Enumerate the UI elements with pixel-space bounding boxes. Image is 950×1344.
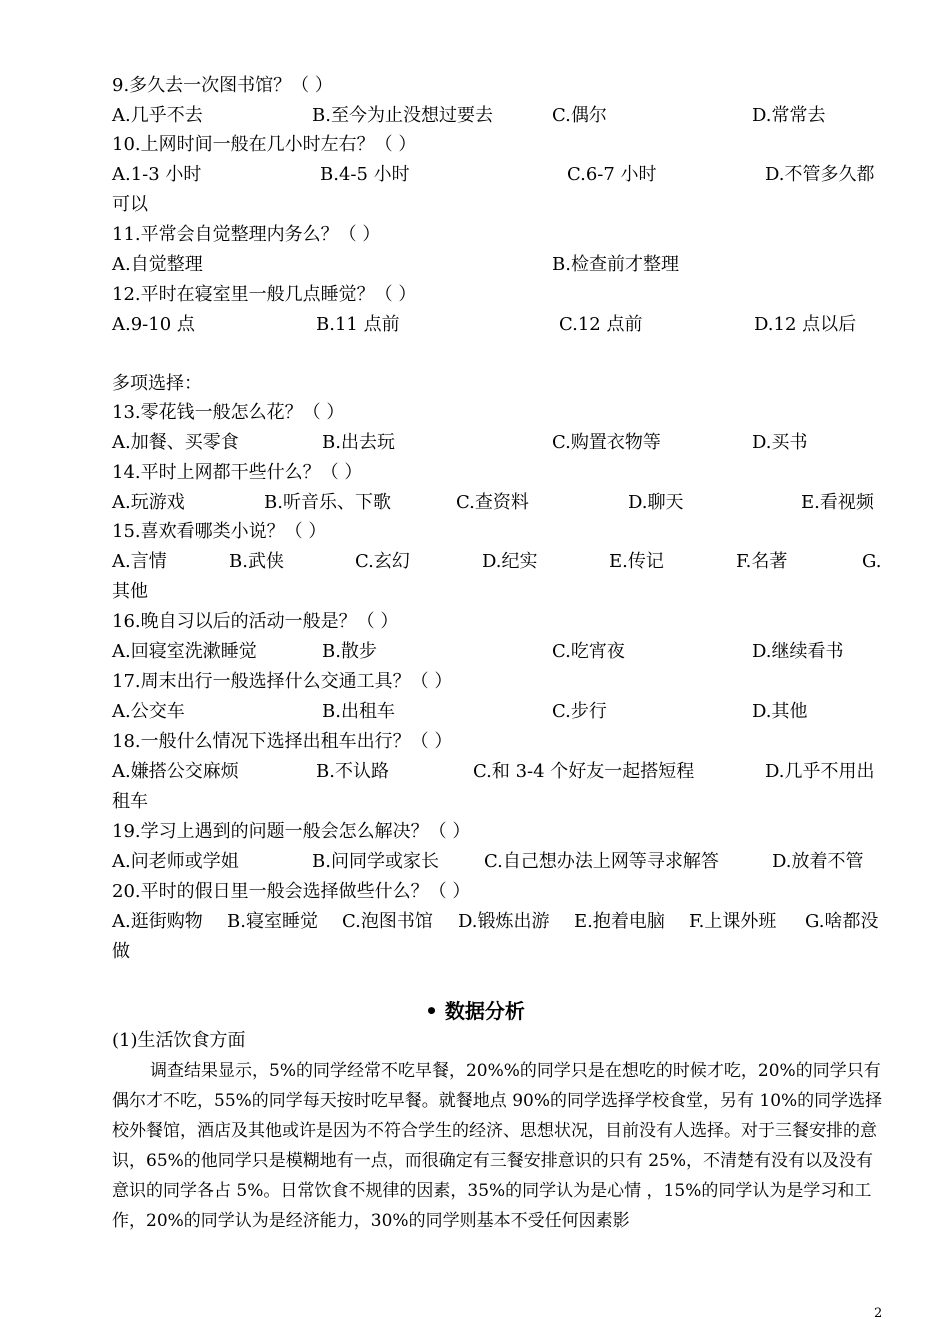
option-text: E.看视频 (801, 492, 874, 513)
option-text: G. (862, 551, 882, 572)
option-text: D.纪实 (482, 551, 538, 572)
option-text: C.购置衣物等 (552, 432, 661, 453)
question-text: 16.晚自习以后的活动一般是？（ ） (112, 611, 399, 632)
option-text: A.回寝室洗漱睡觉 (112, 641, 257, 662)
option-text: B.不认路 (316, 761, 389, 782)
option-text: A.公交车 (112, 701, 185, 722)
option-text: D.12 点以后 (754, 314, 857, 335)
option-text: A.言情 (112, 551, 167, 572)
option-text: C.泡图书馆 (342, 911, 433, 932)
option-text: A.几乎不去 (112, 105, 203, 126)
question-text: 9.多久去一次图书馆？（ ） (112, 75, 333, 96)
option-text: A.9-10 点 (112, 314, 195, 335)
option-text: C.和 3-4 个好友一起搭短程 (473, 761, 695, 782)
option-text: F.上课外班 (689, 911, 777, 932)
option-text: C.玄幻 (355, 551, 410, 572)
option-text: A.自觉整理 (112, 254, 203, 275)
question-text: 14.平时上网都干些什么？（ ） (112, 462, 363, 483)
option-text: C.自己想办法上网等寻求解答 (484, 851, 719, 872)
option-text: C.查资料 (456, 492, 529, 513)
option-text: F.名著 (736, 551, 788, 572)
option-text: A.嫌搭公交麻烦 (112, 761, 239, 782)
option-text: D.几乎不用出 (765, 761, 875, 782)
option-text: D.不管多久都 (765, 164, 875, 185)
option-text: D.聊天 (628, 492, 684, 513)
option-text: B.出租车 (322, 701, 395, 722)
option-text: E.传记 (609, 551, 664, 572)
option-wrap-text: 做 (112, 941, 130, 962)
option-text: C.吃宵夜 (552, 641, 625, 662)
option-text: B.问同学或家长 (312, 851, 439, 872)
page-number: 2 (874, 1306, 883, 1321)
multi-choice-label: 多项选择： (112, 373, 202, 394)
option-text: D.买书 (752, 432, 808, 453)
option-text: B.检查前才整理 (552, 254, 679, 275)
subsection-title: (1)生活饮食方面 (112, 1030, 246, 1051)
option-text: D.其他 (752, 701, 808, 722)
option-wrap-text: 其他 (112, 581, 148, 602)
option-text: G.啥都没 (805, 911, 879, 932)
option-text: A.1-3 小时 (112, 164, 202, 185)
option-text: A.逛街购物 (112, 911, 203, 932)
option-text: B.散步 (322, 641, 377, 662)
question-text: 20.平时的假日里一般会选择做些什么？（ ） (112, 881, 471, 902)
question-text: 13.零花钱一般怎么花？（ ） (112, 402, 345, 423)
option-text: A.问老师或学姐 (112, 851, 239, 872)
option-wrap-text: 可以 (112, 194, 148, 215)
question-text: 11.平常会自觉整理内务么？（ ） (112, 224, 381, 245)
option-text: B.11 点前 (316, 314, 400, 335)
option-text: C.偶尔 (552, 105, 607, 126)
question-text: 18.一般什么情况下选择出租车出行？（ ） (112, 731, 453, 752)
option-text: B.武侠 (229, 551, 284, 572)
option-text: B.至今为止没想过要去 (312, 105, 493, 126)
option-text: B.寝室睡觉 (227, 911, 318, 932)
option-text: D.常常去 (752, 105, 826, 126)
option-text: B.出去玩 (322, 432, 395, 453)
option-text: D.放着不管 (772, 851, 864, 872)
question-text: 12.平时在寝室里一般几点睡觉？（ ） (112, 284, 417, 305)
option-text: D.继续看书 (752, 641, 844, 662)
option-text: C.6-7 小时 (567, 164, 657, 185)
option-text: C.步行 (552, 701, 607, 722)
body-paragraph: 调查结果显示，5%的同学经常不吃早餐，20%%的同学只是在想吃的时候才吃，20%的同学只有偶尔才不吃，55%的同学每天按时吃早餐。就餐地点 90%的同学选择学校食堂，另有 10%的同学选择校外餐馆，酒店及其他或许是因为不符合学生的经济、思想状况，目前没有人选择。对于三餐安排的意识，65%的他同学只是模糊地有一点，而很确定有三餐安排意识的只有 25%，不清楚有没有以及没有意识的同学各占 5%。日常饮食不规律的因素，35%的同学认为是心情 ，15%的同学认为是学习和工作，20%的同学认为是经济能力，30%的同学则基本不受任何因素影 (112, 1061, 883, 1231)
option-text: E.抱着电脑 (574, 911, 665, 932)
question-text: 17.周末出行一般选择什么交通工具？（ ） (112, 671, 453, 692)
option-text: A.加餐、买零食 (112, 432, 239, 453)
option-wrap-text: 租车 (112, 791, 148, 812)
question-text: 19.学习上遇到的问题一般会怎么解决？（ ） (112, 821, 471, 842)
option-text: C.12 点前 (559, 314, 643, 335)
option-text: B.听音乐、下歌 (264, 492, 391, 513)
question-text: 15.喜欢看哪类小说？（ ） (112, 521, 327, 542)
option-text: B.4-5 小时 (320, 164, 410, 185)
option-text: A.玩游戏 (112, 492, 185, 513)
question-text: 10.上网时间一般在几小时左右？（ ） (112, 134, 417, 155)
section-title: • 数据分析 (425, 999, 525, 1023)
option-text: D.锻炼出游 (458, 911, 550, 932)
